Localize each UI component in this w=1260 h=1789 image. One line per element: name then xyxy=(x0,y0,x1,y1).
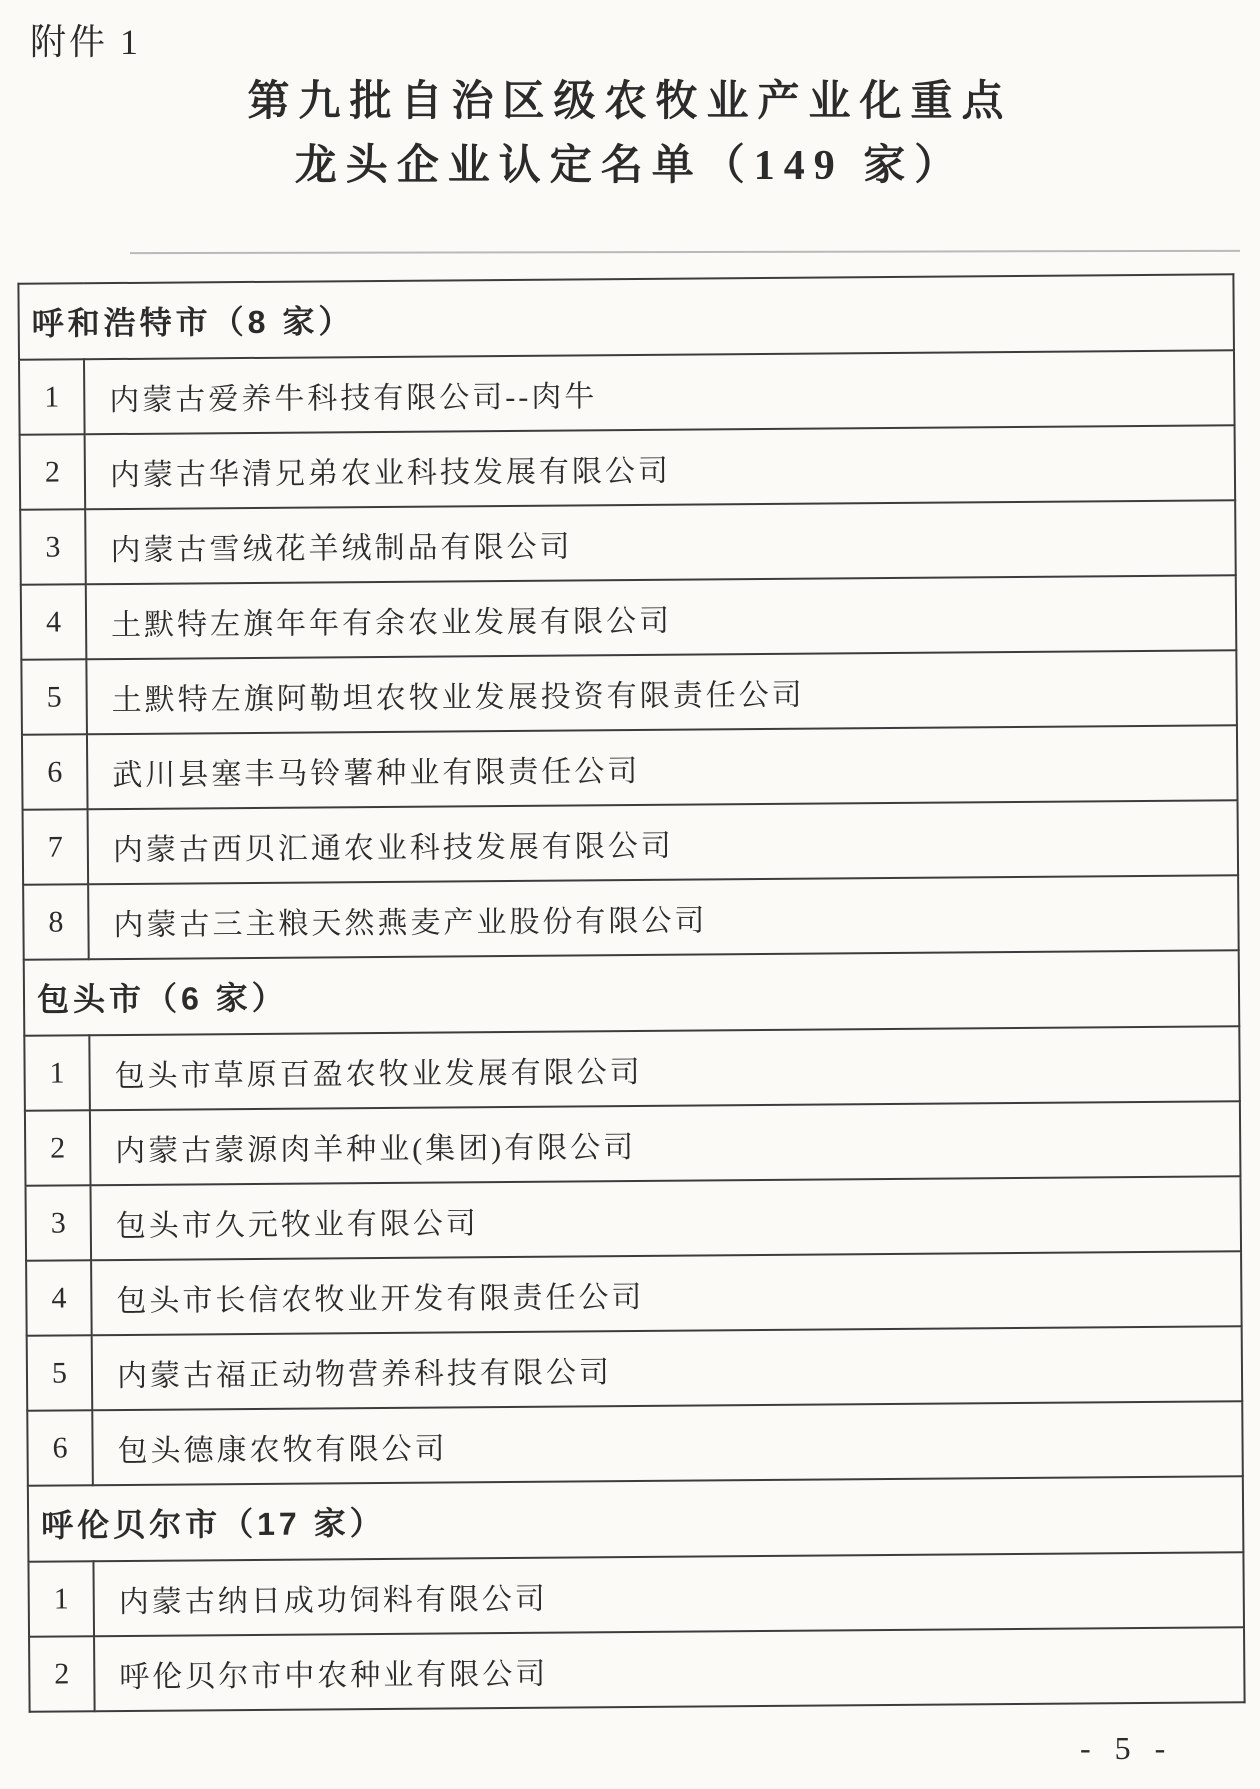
company-name: 土默特左旗阿勒坦农牧业发展投资有限责任公司 xyxy=(86,650,1237,734)
row-number: 6 xyxy=(22,734,88,810)
table-row xyxy=(27,1326,1243,1411)
row-number: 6 xyxy=(27,1410,93,1486)
company-name: 包头市长信农牧业开发有限责任公司 xyxy=(91,1251,1242,1335)
table-row xyxy=(23,875,1239,960)
scan-artifact-line xyxy=(130,250,1240,254)
row-number: 3 xyxy=(25,1185,91,1261)
company-name: 包头市久元牧业有限公司 xyxy=(90,1176,1241,1260)
company-name: 内蒙古福正动物营养科技有限公司 xyxy=(92,1326,1243,1410)
section-header-label: 包头市（6 家） xyxy=(24,950,1240,1036)
table-row xyxy=(29,1627,1245,1712)
row-number: 1 xyxy=(24,1035,90,1111)
row-number: 1 xyxy=(19,359,85,435)
company-name: 武川县塞丰马铃薯种业有限责任公司 xyxy=(87,725,1238,809)
table-row xyxy=(26,1251,1242,1336)
company-name: 内蒙古蒙源肉羊种业(集团)有限公司 xyxy=(90,1101,1241,1185)
row-number: 5 xyxy=(27,1335,93,1411)
table-row xyxy=(21,650,1237,735)
row-number: 2 xyxy=(29,1636,95,1712)
document-title xyxy=(0,70,1260,198)
table-row xyxy=(25,1101,1241,1186)
row-number: 7 xyxy=(23,809,89,885)
section-header-row xyxy=(24,950,1240,1036)
row-number: 2 xyxy=(20,434,86,510)
company-name: 包头德康农牧有限公司 xyxy=(92,1401,1243,1485)
table-row xyxy=(25,1176,1241,1261)
company-table xyxy=(17,273,1245,1713)
table-row xyxy=(21,575,1237,660)
table-row xyxy=(19,350,1235,435)
company-name: 内蒙古华清兄弟农业科技发展有限公司 xyxy=(85,425,1236,509)
company-name: 内蒙古纳日成功饲料有限公司 xyxy=(93,1552,1244,1636)
company-name: 内蒙古爱养牛科技有限公司--肉牛 xyxy=(84,350,1235,434)
attachment-label: 附件 1 xyxy=(30,22,142,62)
row-number: 4 xyxy=(26,1260,92,1336)
row-number: 5 xyxy=(21,659,87,735)
section-header-label: 呼和浩特市（8 家） xyxy=(18,274,1234,360)
table-row xyxy=(20,500,1236,585)
document-title-line2: 龙头企业认定名单（149 家） xyxy=(294,143,966,189)
table-row xyxy=(20,425,1236,510)
section-header-row xyxy=(18,274,1234,360)
table-row xyxy=(28,1552,1244,1637)
row-number: 3 xyxy=(20,509,86,585)
document-title-line1: 第九批自治区级农牧业产业化重点 xyxy=(247,79,1013,125)
company-name: 内蒙古西贝汇通农业科技发展有限公司 xyxy=(88,800,1239,884)
row-number: 1 xyxy=(28,1561,94,1637)
row-number: 4 xyxy=(21,584,87,660)
company-name: 内蒙古雪绒花羊绒制品有限公司 xyxy=(85,500,1236,584)
row-number: 2 xyxy=(25,1110,91,1186)
row-number: 8 xyxy=(23,884,89,960)
table-row xyxy=(27,1401,1243,1486)
section-header-label: 呼伦贝尔市（17 家） xyxy=(28,1476,1244,1562)
company-name: 土默特左旗年年有余农业发展有限公司 xyxy=(86,575,1237,659)
table-row xyxy=(24,1026,1240,1111)
company-name: 呼伦贝尔市中农种业有限公司 xyxy=(94,1627,1245,1711)
company-name: 包头市草原百盈农牧业发展有限公司 xyxy=(89,1026,1240,1110)
company-name: 内蒙古三主粮天然燕麦产业股份有限公司 xyxy=(88,875,1239,959)
table-row xyxy=(22,725,1238,810)
page-number: - 5 - xyxy=(1080,1730,1174,1766)
section-header-row xyxy=(28,1476,1244,1562)
table-row xyxy=(23,800,1239,885)
